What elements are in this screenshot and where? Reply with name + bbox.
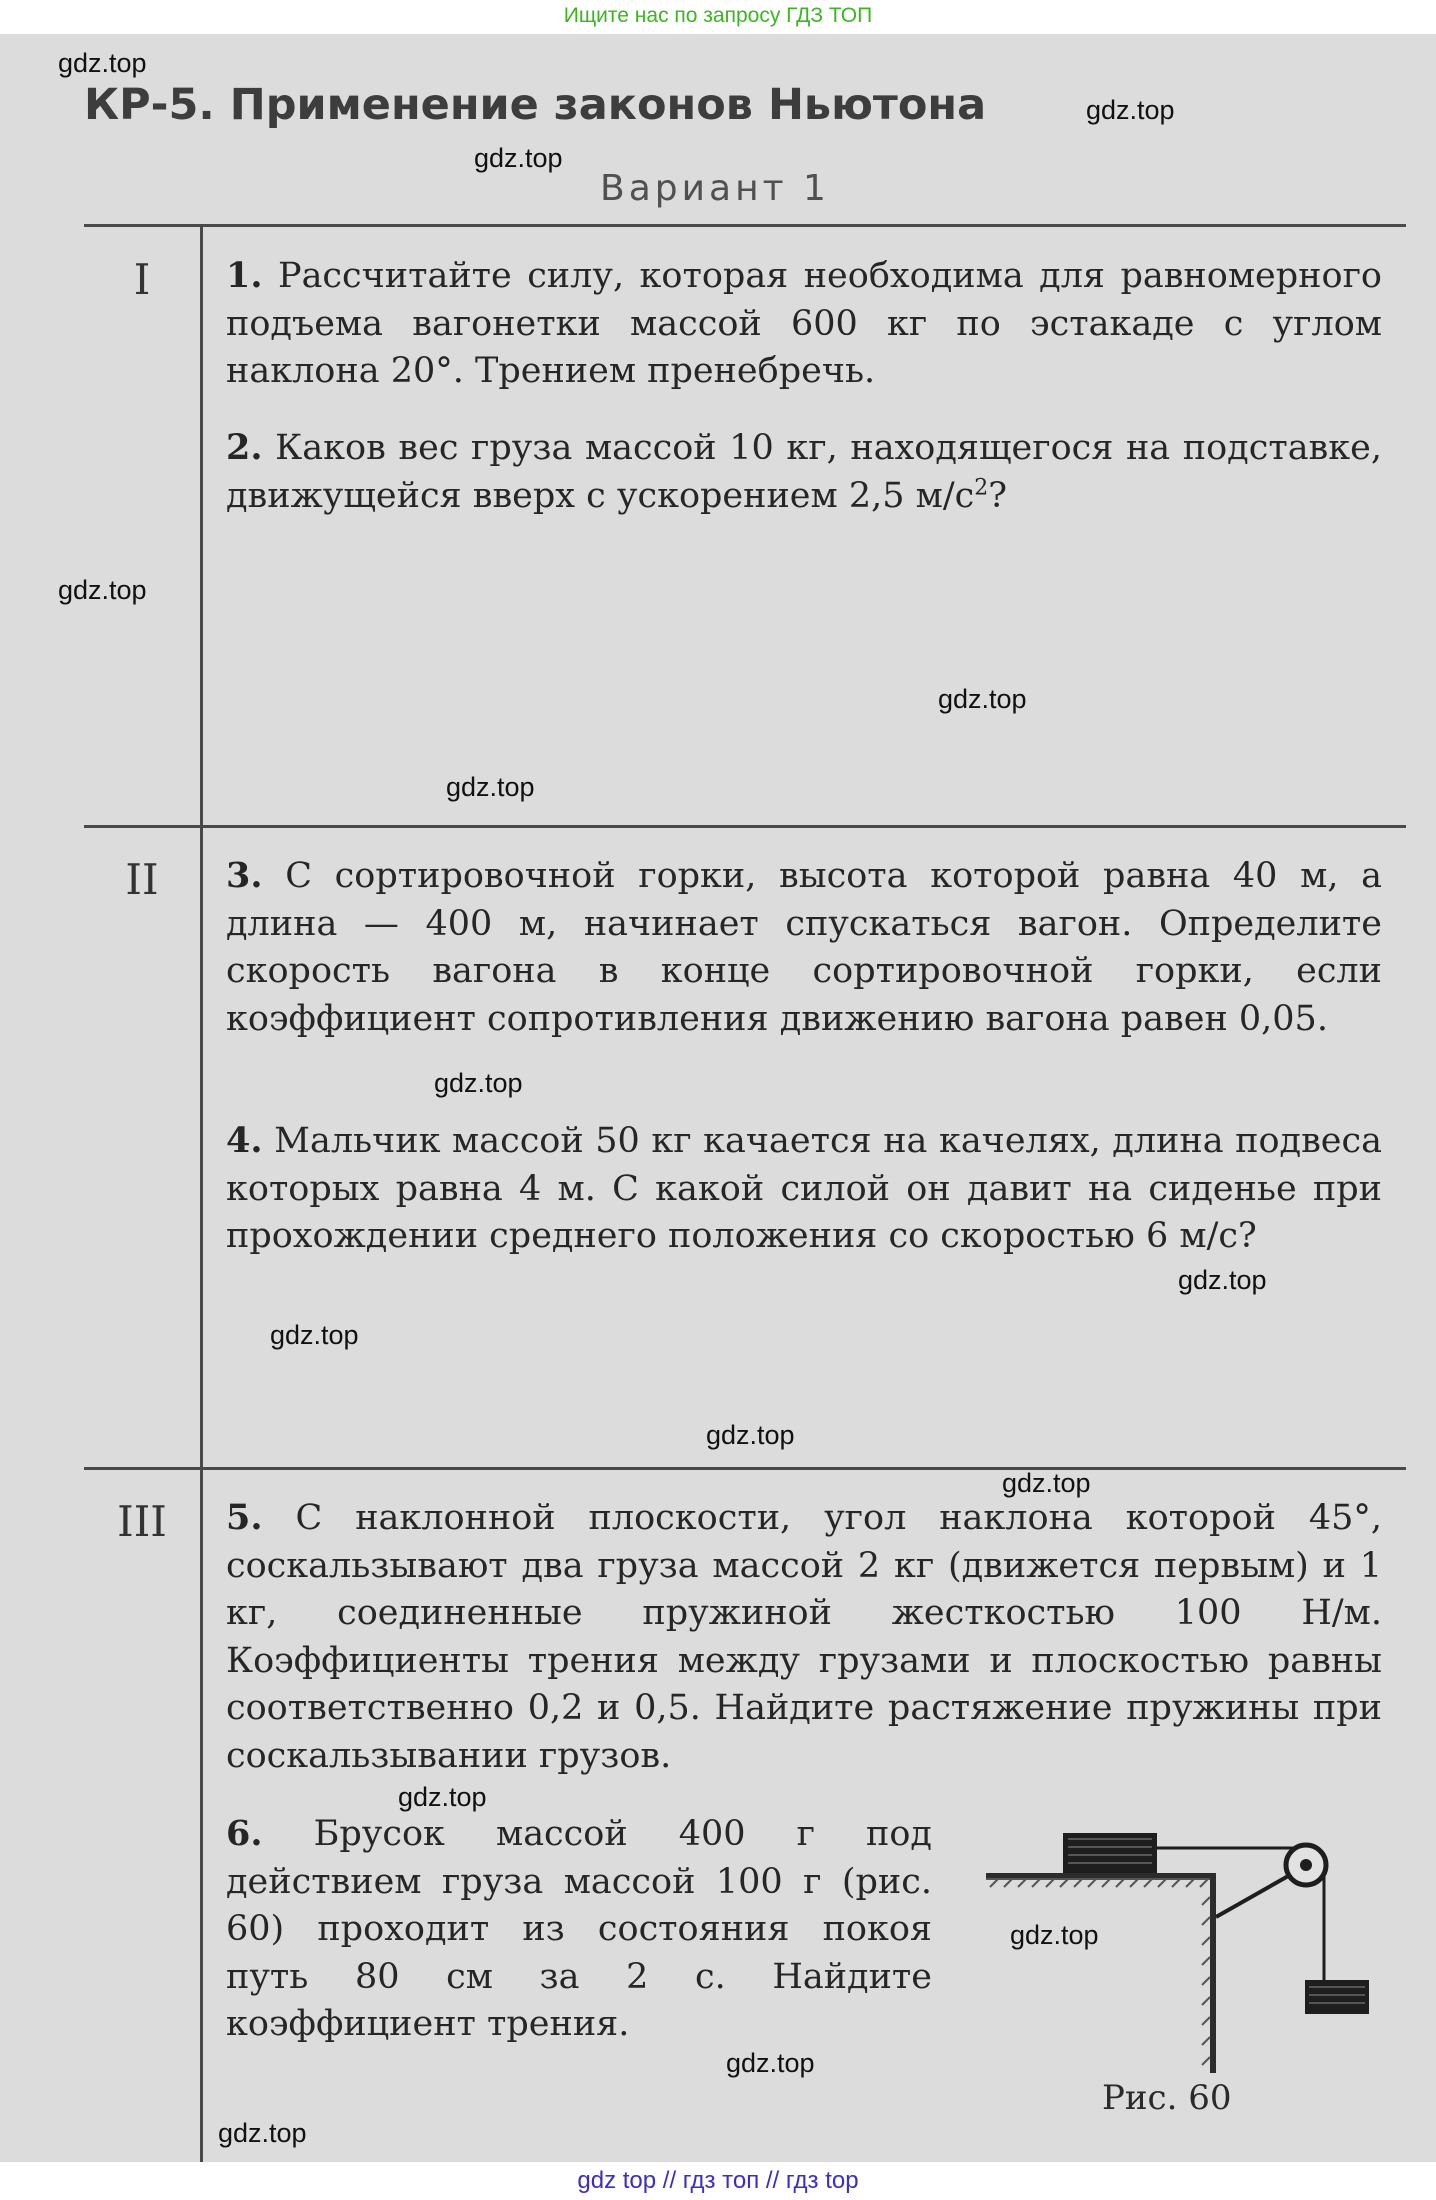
watermark: gdz.top [446, 772, 535, 802]
section-level-ii: II [125, 855, 159, 904]
watermark: gdz.top [474, 143, 563, 173]
task-text: Мальчик массой 50 кг качается на качелях, длина подвеса которых равна 4 м. С какой силой он давит на сиденье при прохождении среднего положения со скоростью 6 м/с? [226, 1121, 1382, 1256]
watermark: gdz.top [938, 684, 1027, 714]
task-5 [226, 1494, 1382, 1780]
table-top-rule [84, 224, 1406, 227]
search-banner[interactable]: Ищите нас по запросу ГДЗ ТОП [563, 4, 873, 27]
watermark: gdz.top [434, 1068, 523, 1098]
section-level-iii: III [117, 1497, 167, 1546]
task-number: 6. [226, 1813, 263, 1854]
sliding-block [1063, 1833, 1157, 1873]
section-divider-2 [84, 1467, 1406, 1470]
task-number: 1. [226, 255, 263, 296]
task-1 [226, 252, 1382, 396]
watermark: gdz.top [706, 1420, 795, 1450]
watermark: gdz.top [726, 2048, 815, 2078]
pulley-bracket [1216, 1875, 1290, 1917]
task-text-tail: ? [988, 475, 1008, 516]
task-number: 4. [226, 1120, 263, 1161]
watermark: gdz.top [1178, 1265, 1267, 1295]
task-number: 5. [226, 1497, 263, 1538]
task-text: С наклонной плоскости, угол наклона которой 45°, соскальзывают два груза массой 2 кг (движется первым) и 1 кг, соединенные пружиной жесткостью 100 Н/м. Коэффициенты трения между грузами и плоскостью равны соответственно 0,2 и 0,5. Найдите растяжение пружины при соскальзывании грузов. [226, 1498, 1382, 1776]
hanging-weight [1305, 1980, 1369, 2014]
section-level-i: I [133, 255, 151, 304]
page-title: КР-5. Применение законов Ньютона [84, 80, 987, 130]
watermark: gdz.top [58, 48, 147, 78]
task-text: Брусок массой 400 г под действием груза массой 100 г (рис. 60) проходит из состояния покоя путь 80 см за 2 с. Найдите коэффициент трения. [226, 1814, 932, 2044]
task-text: Рассчитайте силу, которая необходима для равномерного подъема вагонетки массой 600 кг по эстакаде с углом наклона 20°. Трением пренебречь. [226, 256, 1382, 391]
task-3 [226, 852, 1382, 1043]
watermark: gdz.top [270, 1320, 359, 1350]
bottom-links-banner[interactable]: gdz top // гдз топ // гдз top [577, 2167, 859, 2194]
table-hatching [990, 1879, 1210, 2065]
watermark: gdz.top [218, 2118, 307, 2148]
exponent: 2 [974, 474, 989, 500]
watermark: gdz.top [1010, 1920, 1099, 1950]
section-divider-1 [84, 825, 1406, 828]
task-2 [226, 424, 1382, 520]
task-text: Каков вес груза массой 10 кг, находящегося на подставке, движущейся вверх с ускорением 2,5 м/с [226, 428, 1382, 516]
watermark: gdz.top [1002, 1468, 1091, 1498]
column-divider [200, 226, 203, 2162]
task-6 [226, 1810, 932, 2049]
watermark: gdz.top [58, 575, 147, 605]
table-surface [986, 1873, 1216, 1879]
task-number: 3. [226, 855, 263, 896]
pulley [1286, 1845, 1326, 1885]
watermark: gdz.top [1086, 95, 1175, 125]
task-number: 2. [226, 427, 263, 468]
task-4 [226, 1117, 1382, 1261]
variant-heading: Вариант 1 [600, 168, 830, 209]
watermark: gdz.top [398, 1782, 487, 1812]
table-leg [1210, 1873, 1216, 2073]
task-text: С сортировочной горки, высота которой равна 40 м, а длина — 400 м, начинает спускаться вагон. Определите скорость вагона в конце сортировочной горки, если коэффициент сопротивления движению вагона равен 0,05. [226, 856, 1382, 1039]
figure-caption: Рис. 60 [1102, 2078, 1232, 2118]
